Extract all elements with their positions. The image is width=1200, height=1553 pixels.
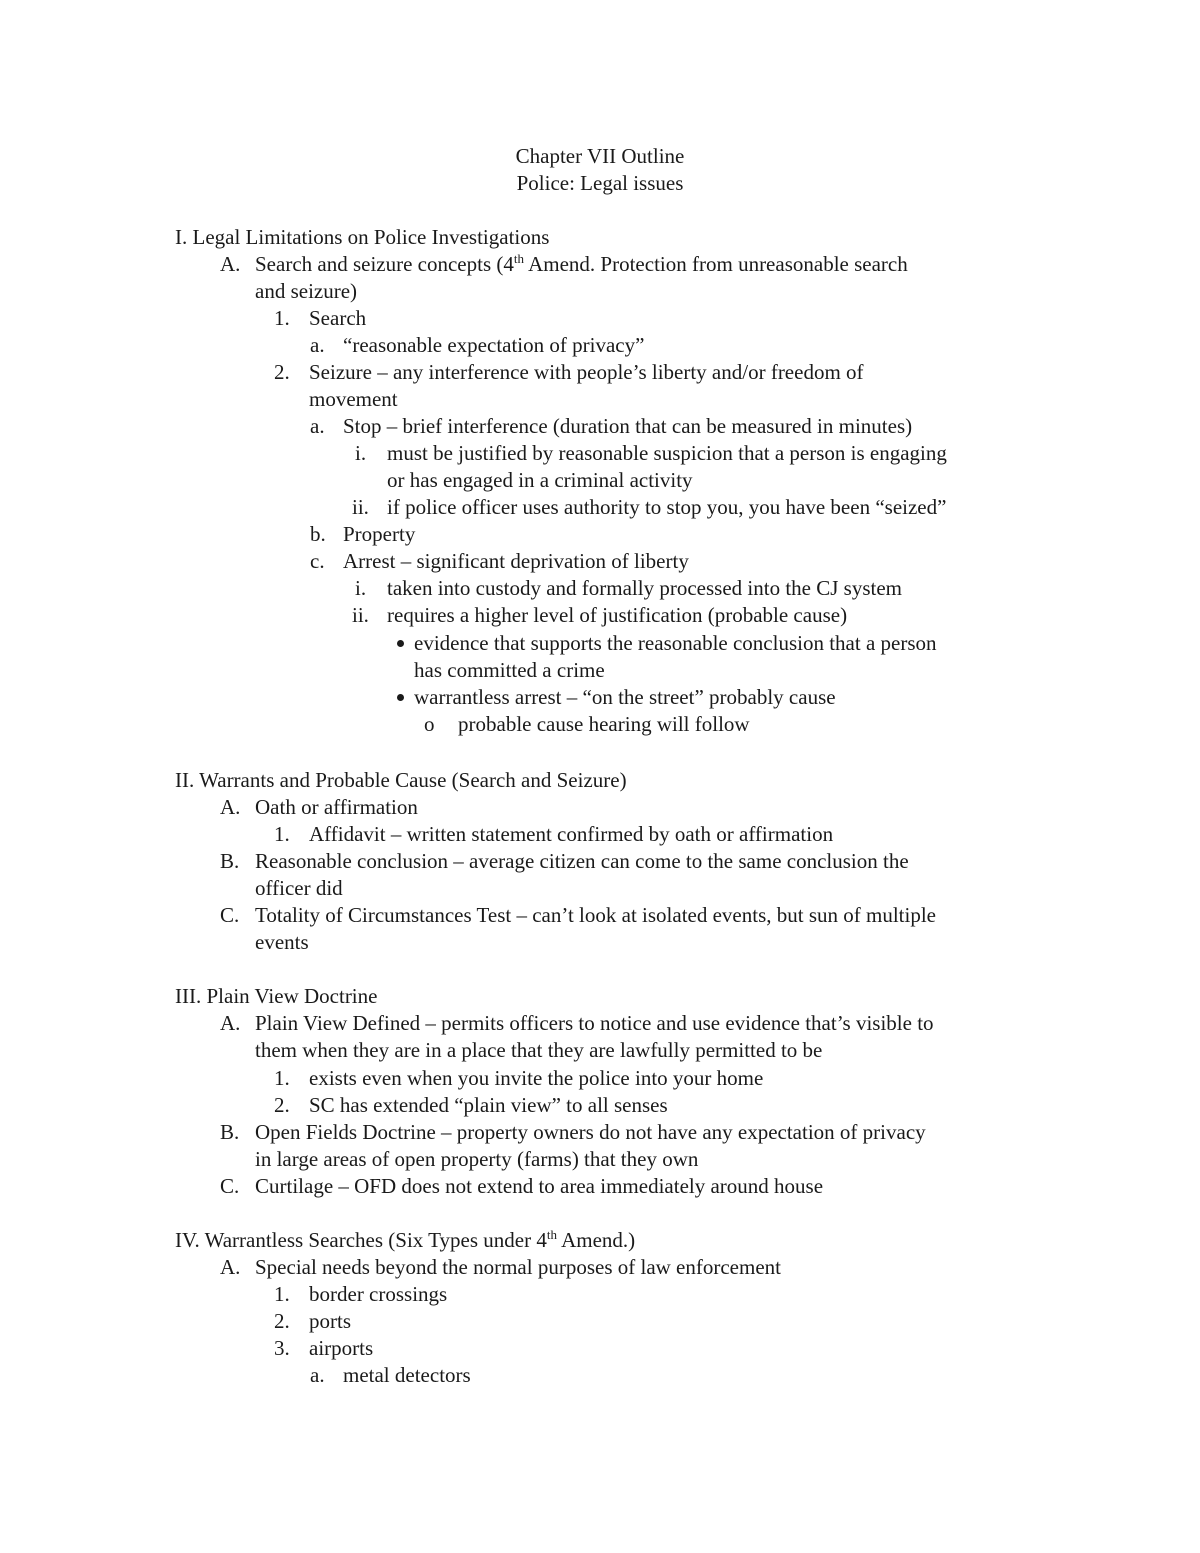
bullet-icon	[397, 694, 404, 701]
outline-item-text: Totality of Circumstances Test – can’t look at isolated events, but sun of multiple	[255, 903, 936, 927]
outline-item-text: Plain View Defined – permits officers to notice and use evidence that’s visible to	[255, 1011, 934, 1035]
outline-item-text: must be justified by reasonable suspicion that a person is engaging	[387, 441, 947, 465]
outline-item-text: SC has extended “plain view” to all senses	[309, 1093, 668, 1117]
outline-item-text: if police officer uses authority to stop you, you have been “seized”	[387, 495, 947, 519]
list-marker: 1.	[274, 306, 290, 330]
outline-item-text: border crossings	[309, 1282, 448, 1306]
list-marker: ii.	[352, 603, 369, 627]
outline-item-text: warrantless arrest – “on the street” probably cause	[414, 685, 836, 709]
list-marker: B.	[220, 849, 240, 873]
outline-item-text: Open Fields Doctrine – property owners do not have any expectation of privacy	[255, 1120, 926, 1144]
outline-item-text: Special needs beyond the normal purposes of law enforcement	[255, 1255, 781, 1279]
list-marker: 1.	[274, 1066, 290, 1090]
section-heading-iv: IV. Warrantless Searches (Six Types under 4th Amend.)	[175, 1227, 636, 1252]
list-marker: 2.	[274, 1093, 290, 1117]
outline-item-text: and seizure)	[255, 279, 358, 303]
outline-item-text: requires a higher level of justification (probable cause)	[387, 603, 848, 627]
outline-item-text: airports	[309, 1336, 374, 1360]
outline-item-text: probable cause hearing will follow	[458, 712, 750, 736]
outline-item-text: Search and seizure concepts (4th Amend. Protection from unreasonable search	[255, 251, 908, 276]
outline-item-text: movement	[309, 387, 398, 411]
outline-item-text: evidence that supports the reasonable conclusion that a person	[414, 631, 937, 655]
bullet-icon	[397, 640, 404, 647]
outline-item-text: taken into custody and formally processed into the CJ system	[387, 576, 902, 600]
outline-item-text: Arrest – significant deprivation of liberty	[343, 549, 689, 573]
outline-item-text: Search	[309, 306, 367, 330]
document-subtitle: Police: Legal issues	[516, 171, 684, 195]
list-marker: 2.	[274, 1309, 290, 1333]
list-marker: 2.	[274, 360, 290, 384]
outline-item-text: Stop – brief interference (duration that can be measured in minutes)	[343, 414, 913, 438]
outline-item-text: them when they are in a place that they are lawfully permitted to be	[255, 1038, 823, 1062]
circle-bullet-icon: o	[424, 712, 435, 736]
outline-item-text: Property	[343, 522, 416, 546]
list-marker: i.	[355, 441, 367, 465]
list-marker: 3.	[274, 1336, 290, 1360]
list-marker: B.	[220, 1120, 240, 1144]
outline-item-text: exists even when you invite the police into your home	[309, 1066, 764, 1090]
section-heading-iii: III. Plain View Doctrine	[175, 984, 378, 1008]
list-marker: i.	[355, 576, 367, 600]
outline-item-text: officer did	[255, 876, 343, 900]
list-marker: c.	[310, 549, 325, 573]
outline-item-text: or has engaged in a criminal activity	[387, 468, 693, 492]
list-marker: a.	[310, 1363, 325, 1387]
outline-item-text: Oath or affirmation	[255, 795, 418, 819]
document-title: Chapter VII Outline	[515, 144, 685, 168]
outline-item-text: Seizure – any interference with people’s liberty and/or freedom of	[309, 360, 864, 384]
list-marker: C.	[220, 1174, 240, 1198]
outline-item-text: Curtilage – OFD does not extend to area immediately around house	[255, 1174, 824, 1198]
outline-item-text: metal detectors	[343, 1363, 471, 1387]
list-marker: 1.	[274, 822, 290, 846]
outline-item-text: Affidavit – written statement confirmed by oath or affirmation	[309, 822, 834, 846]
list-marker: a.	[310, 414, 325, 438]
list-marker: ii.	[352, 495, 369, 519]
list-marker: A.	[220, 1255, 241, 1279]
list-marker: C.	[220, 903, 240, 927]
outline-item-text: Reasonable conclusion – average citizen can come to the same conclusion the	[255, 849, 909, 873]
outline-item-text: has committed a crime	[414, 658, 605, 682]
section-heading-i: I. Legal Limitations on Police Investigations	[175, 225, 550, 249]
list-marker: 1.	[274, 1282, 290, 1306]
outline-item-text: in large areas of open property (farms) that they own	[255, 1147, 699, 1171]
outline-item-text: ports	[309, 1309, 351, 1333]
section-heading-ii: II. Warrants and Probable Cause (Search and Seizure)	[175, 768, 627, 792]
list-marker: A.	[220, 1011, 241, 1035]
outline-item-text: events	[255, 930, 309, 954]
list-marker: A.	[220, 795, 241, 819]
list-marker: A.	[220, 252, 241, 276]
list-marker: a.	[310, 333, 325, 357]
list-marker: b.	[310, 522, 326, 546]
outline-item-text: “reasonable expectation of privacy”	[343, 333, 645, 357]
